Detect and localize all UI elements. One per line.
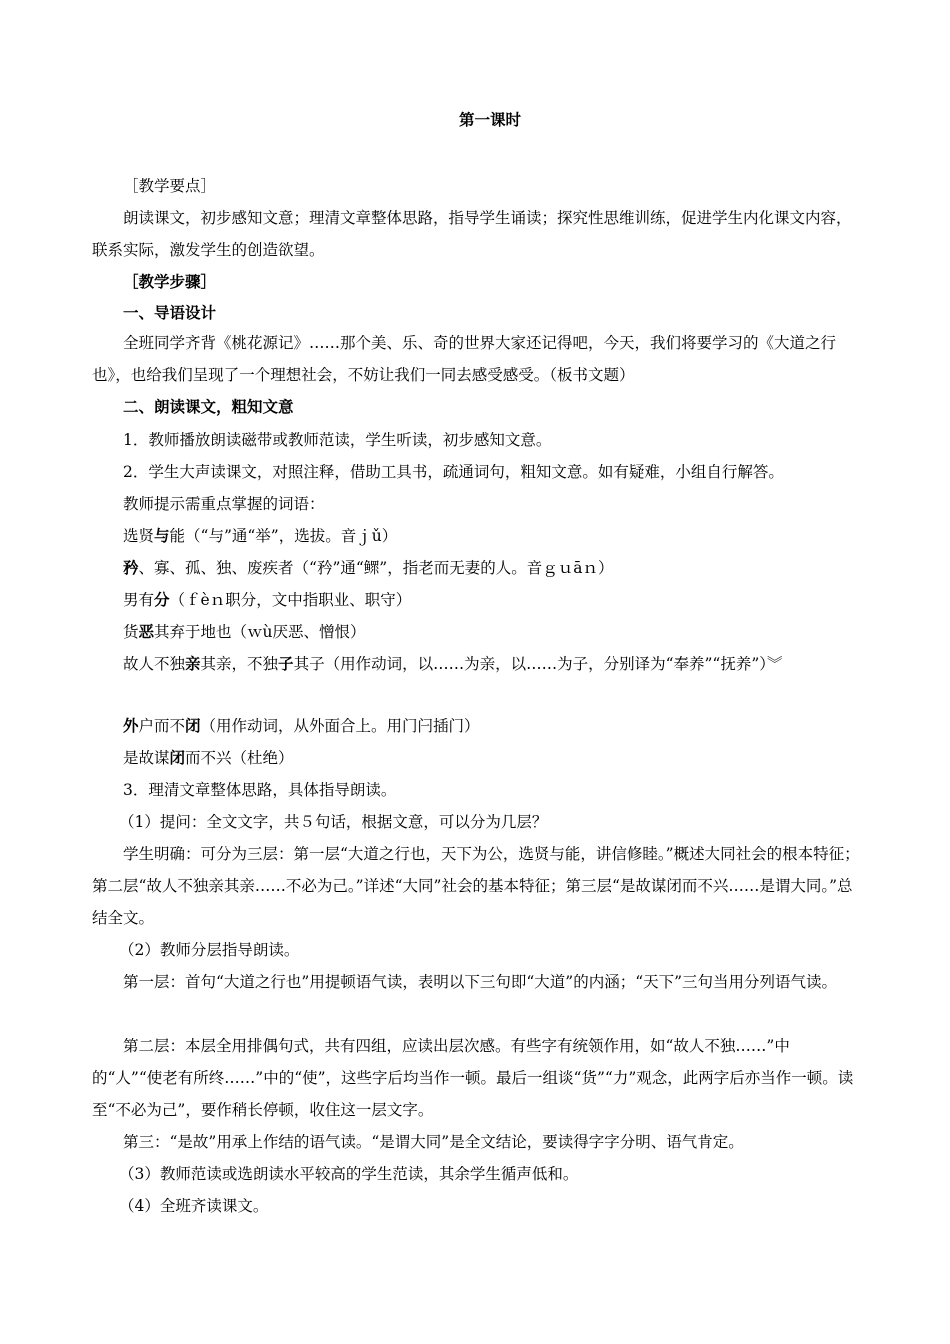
section-label-key-points: ［教学要点］ <box>123 177 217 195</box>
layer-2-guide: 第二层：本层全用排偶句式，共有四组，应读出层次感。有些字有统领作用，如“故人不独……”中的“人”“使老有所终……”中的“使”，这些字后均当作一顿。最后一组谈“货”“力”观念，此两字后亦当作一顿。读至“不必为己”，要作稍长停顿，收住这一层文字。 <box>92 1037 854 1119</box>
step-2: 2．学生大声读课文，对照注释，借助工具书，疏通词句，粗知文意。如有疑难，小组自行解答。 <box>123 463 784 481</box>
heading-intro-design: 一、导语设计 <box>123 304 217 322</box>
vocab-item-3: 男有分（ｆèｎ职分，文中指职业、职守） <box>123 591 412 609</box>
question-3: （3）教师范读或选朗读水平较高的学生范读，其余学生循声低和。 <box>119 1165 579 1183</box>
vocab-item-5: 故人不独亲其亲，不独子其子（用作动词，以……为亲，以……为子，分别译为“奉养”“抚养”）︾ <box>123 655 783 673</box>
answer-1: 学生明确：可分为三层：第一层“大道之行也，天下为公，选贤与能，讲信修睦。”概述大同社会的根本特征；第二层“故人不独亲其亲……不必为己。”详述“大同”社会的基本特征；第三层“是故谋闭而不兴……是谓大同。”总结全文。 <box>92 845 860 927</box>
layer-3-guide: 第三：“是故”用承上作结的语气读。“是谓大同”是全文结论，要读得字字分明、语气肯定。 <box>123 1133 744 1151</box>
vocab-intro: 教师提示需重点掌握的词语： <box>123 495 325 513</box>
step-3: 3．理清文章整体思路，具体指导朗读。 <box>123 781 397 799</box>
question-1: （1）提问：全文文字，共５句话，根据文意，可以分为几层？ <box>119 813 548 831</box>
question-2: （2）教师分层指导朗读。 <box>119 941 300 959</box>
vocab-item-2: 矜、寡、孤、独、废疾者（“矜”通“鳏”，指老而无妻的人。音ｇｕāｎ） <box>123 559 614 577</box>
vocab-item-4: 货恶其弃于地也（ｗù厌恶、憎恨） <box>123 623 366 641</box>
paragraph-intro: 全班同学齐背《桃花源记》……那个美、乐、奇的世界大家还记得吧，今天，我们将要学习的《大道之行也》，也给我们呈现了一个理想社会，不妨让我们一同去感受感受。（板书文题） <box>92 334 837 384</box>
vocab-item-1: 选贤与能（“与”通“举”，选拔。音ｊǔ） <box>123 527 398 545</box>
section-label-steps: ［教学步骤］ <box>123 273 217 291</box>
layer-1-guide: 第一层：首句“大道之行也”用提顿语气读，表明以下三句即“大道”的内涵；“天下”三句当用分列语气读。 <box>123 973 838 991</box>
question-4: （4）全班齐读课文。 <box>119 1197 269 1215</box>
paragraph-key-points: 朗读课文，初步感知文意；理清文章整体思路，指导学生诵读；探究性思维训练，促进学生内化课文内容，联系实际，激发学生的创造欲望。 <box>92 209 852 259</box>
vocab-item-6: 外户而不闭（用作动词，从外面合上。用门闩插门） <box>123 717 480 735</box>
step-1: 1．教师播放朗读磁带或教师范读，学生听读，初步感知文意。 <box>123 431 552 449</box>
page-title: 第一课时 <box>458 111 521 129</box>
heading-reading: 二、朗读课文，粗知文意 <box>123 398 294 416</box>
vocab-item-7: 是故谋闭而不兴（杜绝） <box>123 749 294 767</box>
